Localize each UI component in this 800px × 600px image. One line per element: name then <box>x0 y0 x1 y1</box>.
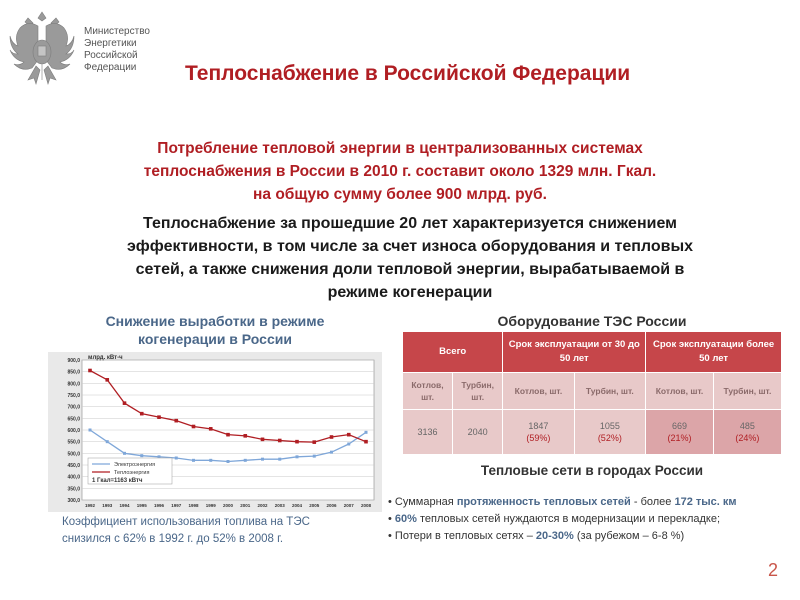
data-point <box>192 459 195 462</box>
ministry-line: Российской <box>84 50 138 61</box>
x-tick-label: 2008 <box>360 503 372 508</box>
data-point <box>313 455 316 458</box>
heat-networks-list <box>388 494 737 545</box>
x-tick-label: 1992 <box>84 503 96 508</box>
value: 669 <box>671 421 687 431</box>
data-point <box>123 401 127 405</box>
conversion-note: 1 Гкал=1163 кВтч <box>92 478 143 484</box>
table-row <box>403 410 782 455</box>
item-emphasis: 172 тыс. км <box>674 496 737 508</box>
value-cell <box>503 410 574 455</box>
data-point <box>312 440 316 444</box>
y-tick-label: 800,0 <box>67 381 80 388</box>
data-point <box>209 459 212 462</box>
subheader-cell: Котлов, шт. <box>403 373 453 410</box>
value: 1847 <box>528 421 549 431</box>
value-cell <box>713 410 781 455</box>
header-total: Всего <box>403 332 503 373</box>
table-subheader-row <box>403 373 782 410</box>
data-point <box>89 429 92 432</box>
x-tick-label: 2000 <box>222 503 234 508</box>
data-point <box>105 378 109 382</box>
data-point <box>174 419 178 423</box>
chart-title <box>50 312 380 348</box>
x-tick-label: 2005 <box>309 503 320 508</box>
chart-title-line: Снижение выработки в режиме <box>105 313 325 329</box>
y-tick-label: 750,0 <box>67 393 80 399</box>
data-point <box>347 443 350 446</box>
x-tick-label: 2007 <box>343 503 354 508</box>
y-unit-label: млрд. кВт-ч <box>88 355 123 361</box>
summary-line: на общую сумму более 900 млрд. руб. <box>253 186 547 203</box>
caption-line: Коэффициент использования топлива на ТЭС <box>62 516 310 528</box>
consumption-summary <box>60 137 740 206</box>
x-tick-label: 1996 <box>153 503 165 508</box>
x-tick-label: 1997 <box>171 503 182 508</box>
value-cell: 2040 <box>453 410 503 455</box>
data-point <box>330 451 333 454</box>
percent: (59%) <box>526 433 551 443</box>
y-tick-label: 300,0 <box>67 498 80 504</box>
slide-title: Теплоснабжение в Российской Федерации <box>185 62 631 85</box>
item-emphasis: 20-30% <box>535 530 574 542</box>
fuel-efficiency-caption <box>62 514 310 548</box>
value-cell <box>574 410 646 455</box>
data-point <box>365 431 368 434</box>
data-point <box>261 458 264 461</box>
page-number: 2 <box>768 560 779 580</box>
item-text: Суммарная <box>394 496 457 508</box>
legend-label-heat: Теплоэнергия <box>114 470 150 476</box>
data-point <box>157 415 161 419</box>
header-30-50-years: Срок эксплуатации от 30 до 50 лет <box>503 332 646 373</box>
summary-line: теплоснабжения в России в 2010 г. составит около 1329 млн. Гкал. <box>143 163 657 180</box>
x-tick-label: 2003 <box>274 503 285 508</box>
subheader-cell: Турбин, шт. <box>453 373 503 410</box>
data-point <box>209 427 213 431</box>
x-tick-label: 1999 <box>205 503 216 508</box>
data-point <box>296 455 299 458</box>
list-item: • Суммарная протяженность тепловых сетей - более 172 тыс. км <box>388 496 737 508</box>
x-tick-label: 1994 <box>119 503 130 508</box>
item-text: Потери в тепловых сетях – <box>394 530 536 542</box>
value: 485 <box>739 421 755 431</box>
y-tick-label: 600,0 <box>67 428 80 434</box>
data-point <box>140 454 143 457</box>
data-point <box>278 439 282 443</box>
data-point <box>243 434 247 438</box>
item-text: тепловых сетей нуждаются в модернизации и перекладке; <box>416 513 721 525</box>
data-point <box>364 440 368 444</box>
y-tick-label: 650,0 <box>67 416 80 423</box>
statement-line: эффективности, в том числе за счет износа оборудования и тепловых <box>126 238 694 255</box>
cogeneration-line-chart <box>48 352 382 512</box>
y-tick-label: 500,0 <box>67 451 80 458</box>
subheader-cell: Котлов, шт. <box>503 373 574 410</box>
double-headed-eagle-emblem-icon <box>8 8 76 90</box>
equipment-table-title: Оборудование ТЭС России <box>497 313 687 329</box>
x-tick-label: 2004 <box>291 503 303 508</box>
data-point <box>123 452 126 455</box>
y-tick-label: 400,0 <box>67 474 80 481</box>
y-tick-label: 550,0 <box>67 439 80 446</box>
statement-line: сетей, а также снижения доли тепловой энергии, вырабатываемой в <box>135 261 685 278</box>
list-item: • Потери в тепловых сетях – 20-30% (за рубежом – 6-8 %) <box>388 530 685 542</box>
subheader-cell: Котлов, шт. <box>646 373 714 410</box>
cogeneration-chart-panel <box>48 352 382 512</box>
item-text: (за рубежом – 6-8 %) <box>573 530 685 542</box>
subheader-cell: Турбин, шт. <box>574 373 646 410</box>
x-tick-label: 1993 <box>102 503 113 508</box>
ministry-line: Федерации <box>84 62 137 73</box>
heat-networks-title: Тепловые сети в городах России <box>480 463 704 478</box>
value-cell <box>646 410 714 455</box>
data-point <box>192 425 196 429</box>
chart-title-line: когенерации в России <box>138 331 292 347</box>
y-tick-label: 850,0 <box>67 369 80 376</box>
data-point <box>347 433 351 437</box>
header-over-50-years: Срок эксплуатации более 50 лет <box>646 332 782 373</box>
data-point <box>227 460 230 463</box>
y-tick-label: 700,0 <box>67 404 80 411</box>
percent: (52%) <box>597 433 622 443</box>
data-point <box>295 440 299 444</box>
value: 1055 <box>599 421 620 431</box>
data-point <box>330 435 334 439</box>
y-tick-label: 900,0 <box>67 358 80 364</box>
efficiency-statement <box>50 212 770 304</box>
subheader-cell: Турбин, шт. <box>713 373 781 410</box>
list-item: • 60% тепловых сетей нуждаются в модернизации и перекладке; <box>388 513 721 525</box>
table-header-row <box>403 332 782 373</box>
data-point <box>244 459 247 462</box>
percent: (24%) <box>735 433 760 443</box>
y-tick-label: 450,0 <box>67 463 80 469</box>
data-point <box>261 438 265 442</box>
ministry-line: Энергетики <box>84 38 137 49</box>
x-tick-label: 2001 <box>240 503 251 508</box>
x-tick-label: 1998 <box>188 503 199 508</box>
data-point <box>140 412 144 416</box>
percent: (21%) <box>667 433 692 443</box>
x-tick-label: 2006 <box>326 503 337 508</box>
data-point <box>88 369 92 373</box>
legend-label-electricity: Электроэнергия <box>114 462 156 468</box>
x-tick-label: 2002 <box>257 503 268 508</box>
equipment-table <box>402 331 782 455</box>
caption-line: снизился с 62% в 1992 г. до 52% в 2008 г. <box>62 533 284 545</box>
item-emphasis: 60% <box>394 513 417 525</box>
ministry-line: Министерство <box>84 26 150 37</box>
x-tick-label: 1995 <box>136 503 147 508</box>
ministry-name <box>84 26 150 74</box>
data-point <box>175 457 178 460</box>
data-point <box>106 440 109 443</box>
chart-legend <box>88 458 172 484</box>
summary-line: Потребление тепловой энергии в централизованных системах <box>157 140 643 157</box>
y-tick-label: 350,0 <box>67 486 80 493</box>
data-point <box>278 458 281 461</box>
statement-line: Теплоснабжение за прошедшие 20 лет характеризуется снижением <box>143 215 677 232</box>
data-point <box>226 433 230 437</box>
statement-line: режиме когенерации <box>327 284 493 301</box>
item-text: - более <box>630 496 675 508</box>
value-cell: 3136 <box>403 410 453 455</box>
item-emphasis: протяженность тепловых сетей <box>456 496 631 508</box>
